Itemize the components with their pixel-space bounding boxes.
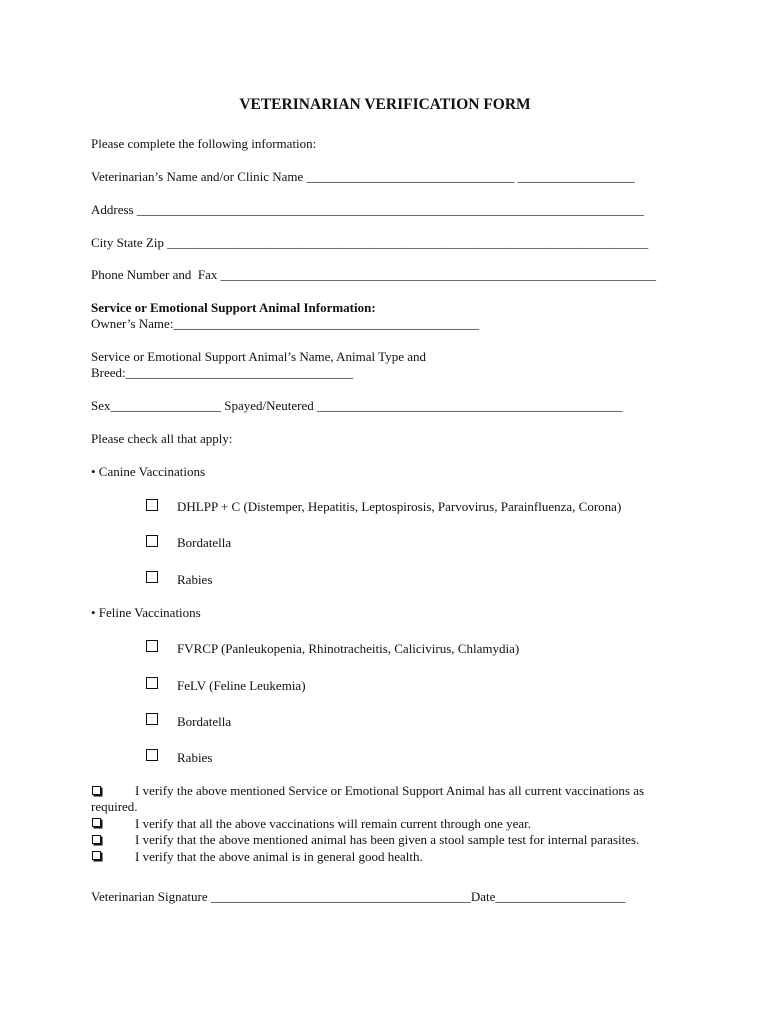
animal-section-heading: Service or Emotional Support Animal Information:: [91, 300, 376, 315]
verify-health-text: I verify that the above animal is in general good health.: [135, 849, 423, 864]
feline-felv-label: FeLV (Feline Leukemia): [177, 678, 306, 693]
feline-rabies-label: Rabies: [177, 750, 213, 765]
canine-bordatella-label: Bordatella: [177, 535, 232, 550]
feline-fvrcp-checkbox[interactable]: [146, 640, 158, 652]
sex-spayed-field[interactable]: Sex_________________ Spayed/Neutered _______________________________________________: [91, 398, 623, 413]
breed-field[interactable]: Breed:___________________________________: [91, 365, 354, 380]
canine-rabies-label: Rabies: [177, 572, 213, 587]
feline-rabies-checkbox[interactable]: [146, 749, 158, 761]
canine-vaccinations-label: • Canine Vaccinations: [91, 464, 206, 479]
canine-rabies-checkbox[interactable]: [146, 571, 158, 583]
check-instruction: Please check all that apply:: [91, 431, 233, 446]
canine-dhlpp-checkbox[interactable]: [146, 499, 158, 511]
phone-fax-field[interactable]: Phone Number and Fax ___________________________________________________________________: [91, 267, 657, 282]
address-field[interactable]: Address ______________________________________________________________________________: [91, 202, 644, 217]
verify-current-text: I verify that all the above vaccinations will remain current through one year.: [135, 816, 531, 831]
animal-name-type-label: Service or Emotional Support Animal’s Name, Animal Type and: [91, 349, 426, 364]
feline-fvrcp-label: FVRCP (Panleukopenia, Rhinotracheitis, Calicivirus, Chlamydia): [177, 641, 520, 656]
form-title: VETERINARIAN VERIFICATION FORM: [239, 96, 531, 113]
signature-date-field[interactable]: Veterinarian Signature ________________________________________Date____________________: [91, 889, 626, 904]
canine-dhlpp-label: DHLPP + C (Distemper, Hepatitis, Leptospirosis, Parvovirus, Parainfluenza, Corona): [177, 499, 622, 514]
feline-bordatella-label: Bordatella: [177, 714, 232, 729]
city-state-zip-field[interactable]: City State Zip __________________________________________________________________________: [91, 235, 649, 250]
verify-vaccinations-text: I verify the above mentioned Service or Emotional Support Animal has all current vaccinations as: [135, 783, 645, 798]
intro-text: Please complete the following information:: [91, 136, 317, 151]
feline-vaccinations-label: • Feline Vaccinations: [91, 605, 201, 620]
verify-stool-checkbox[interactable]: [92, 835, 101, 844]
canine-bordatella-checkbox[interactable]: [146, 535, 158, 547]
feline-bordatella-checkbox[interactable]: [146, 713, 158, 725]
verify-vaccinations-checkbox[interactable]: [92, 786, 101, 795]
vet-name-field[interactable]: Veterinarian’s Name and/or Clinic Name ________________________________ __________________: [91, 169, 635, 184]
feline-felv-checkbox[interactable]: [146, 677, 158, 689]
verify-stool-text: I verify that the above mentioned animal has been given a stool sample test for internal parasites.: [135, 832, 640, 847]
verify-health-checkbox[interactable]: [92, 851, 101, 860]
verify-current-checkbox[interactable]: [92, 818, 101, 827]
owner-name-field[interactable]: Owner’s Name:_______________________________________________: [91, 316, 479, 331]
verify-vaccinations-wrap: required.: [91, 799, 138, 814]
